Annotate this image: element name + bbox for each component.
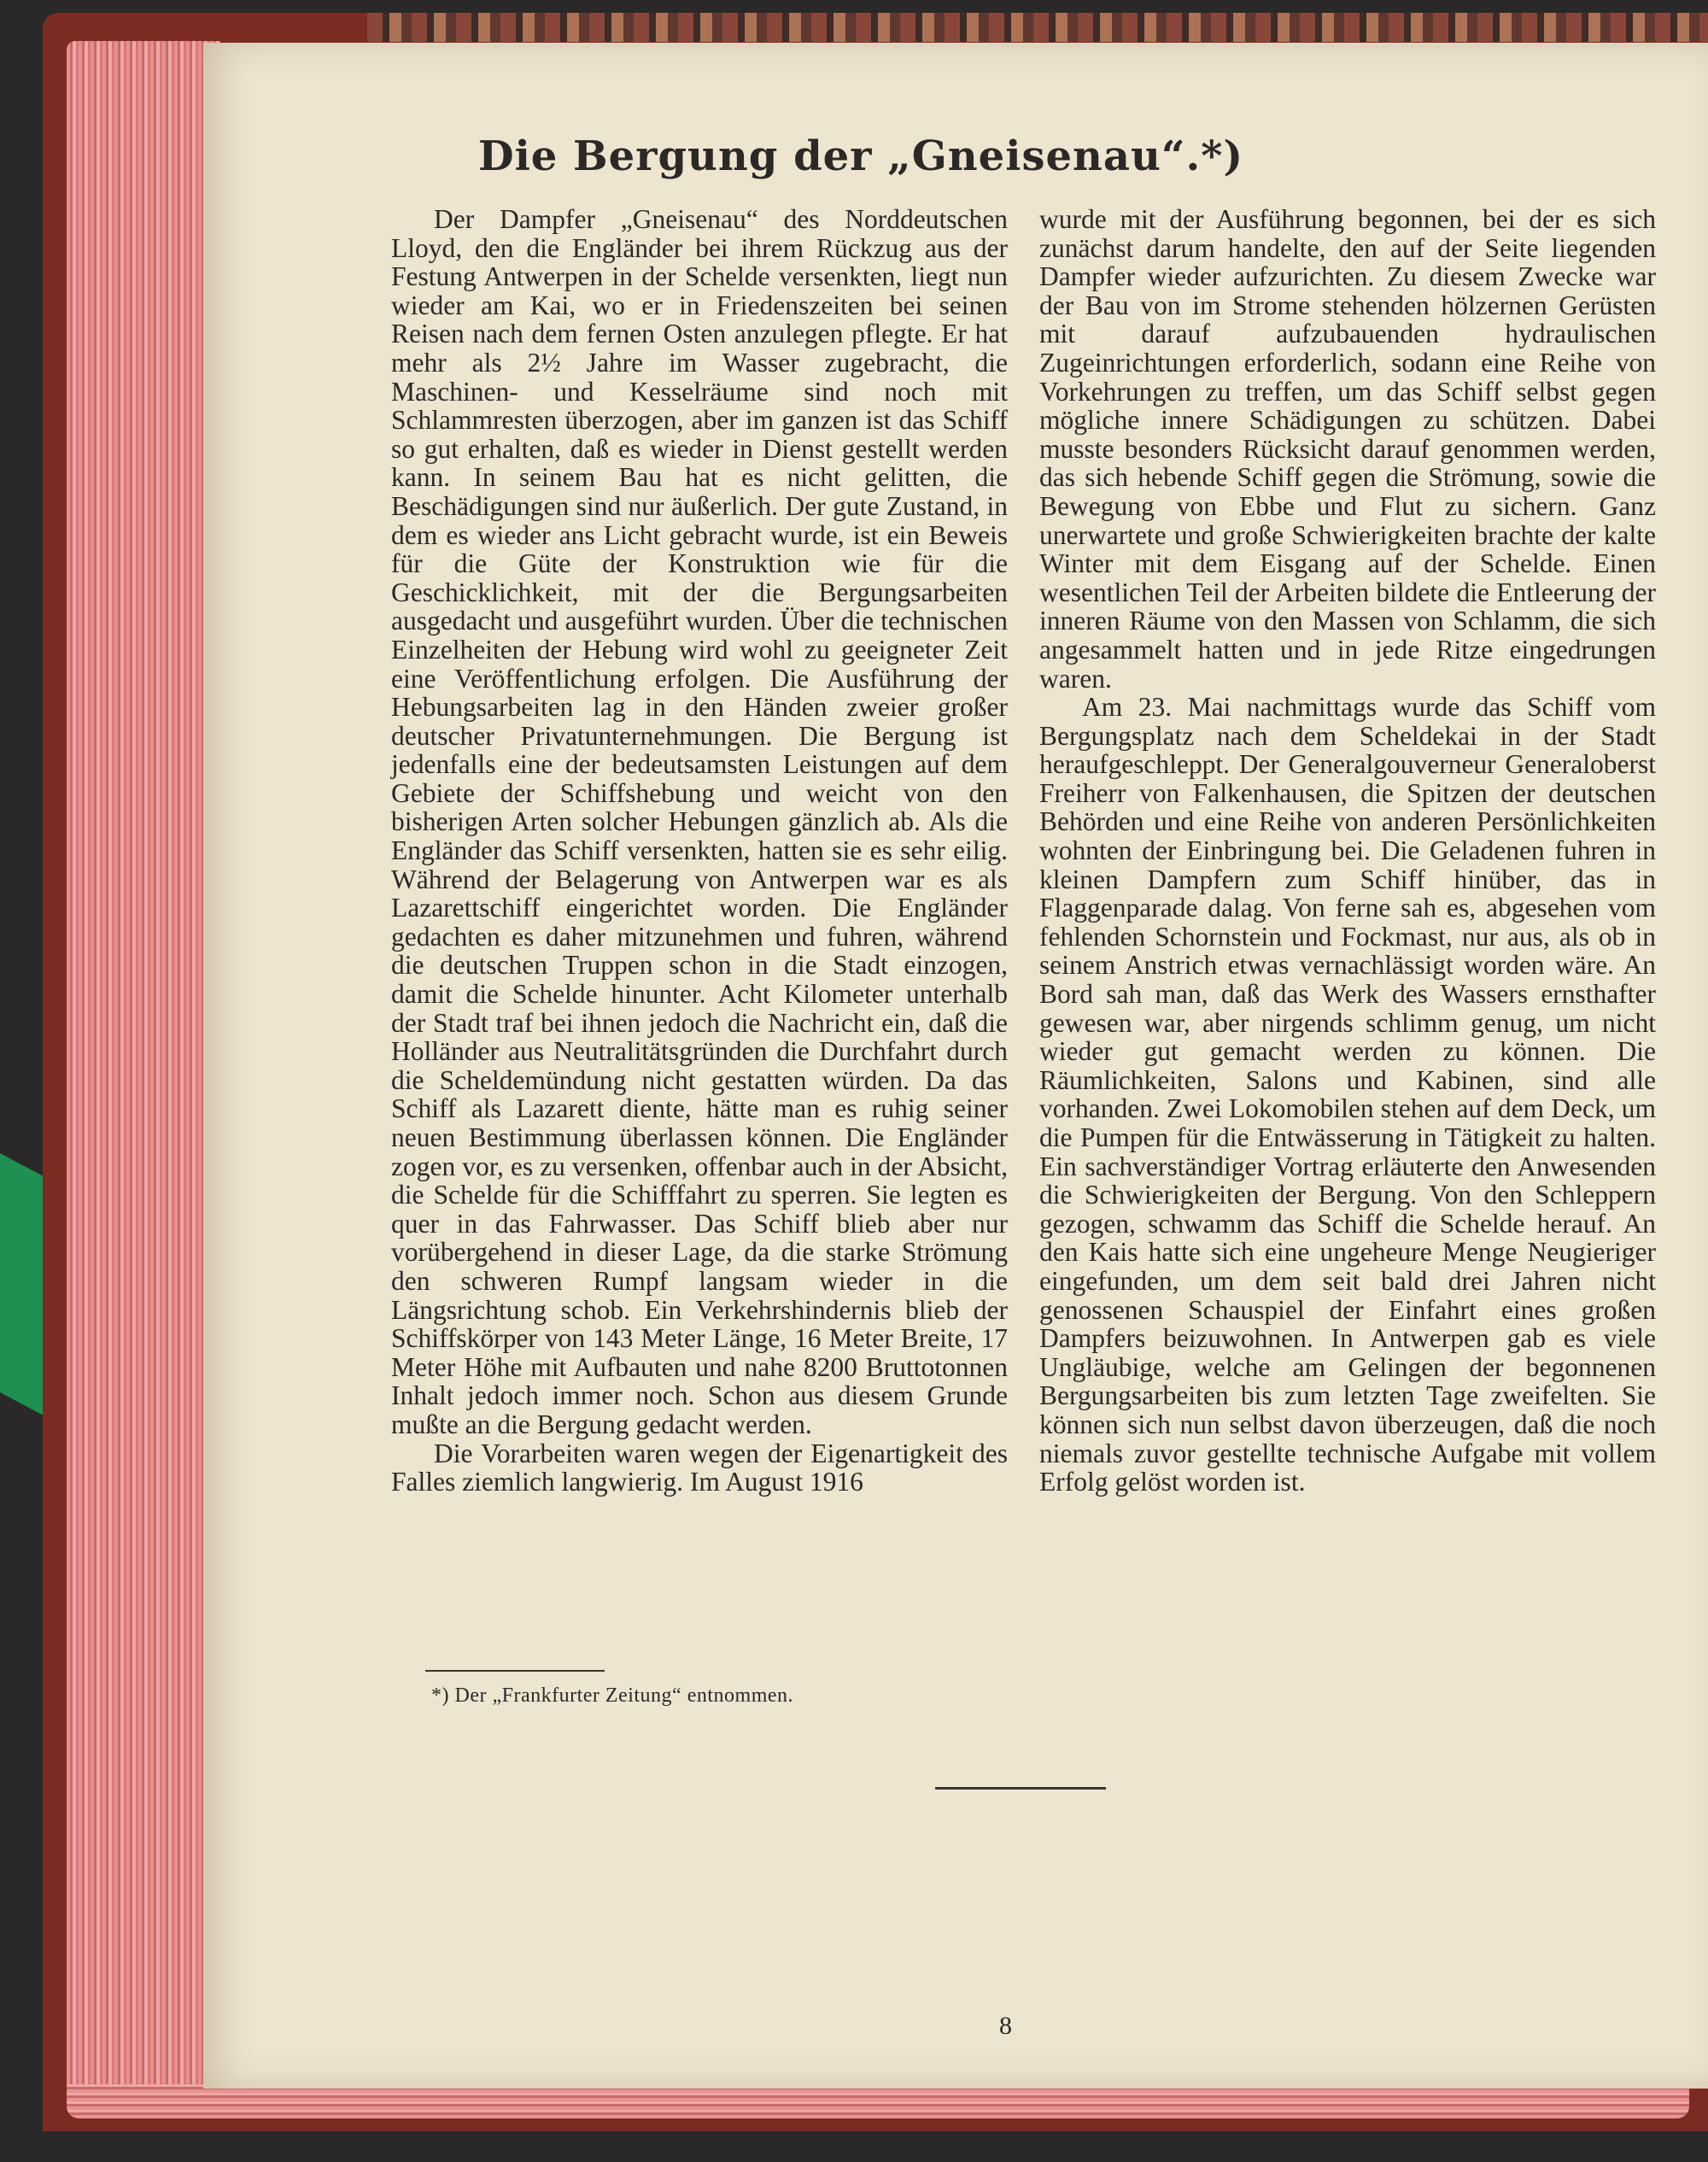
- footnote: *) Der „Frankfurter Zeitung“ entnommen.: [431, 1684, 794, 1707]
- book-cover-top-edge: [367, 13, 1708, 42]
- left-paragraph-1: Der Dampfer „Gneisenau“ des Norddeutschen Lloyd, den die Engländer bei ihrem Rückzug aus der Festung Antwerpen in der Schelde versenkten, liegt nun wieder am Kai, wo er in Friedenszeiten bei seinen Reisen nach dem fernen Osten anzulegen pflegte. Er hat mehr als 2½ Jahre im Wasser zugebracht, die Maschinen- und Kesselräume sind noch mit Schlammresten überzogen, aber im ganzen ist das Schiff so gut erhalten, daß es wieder in Dienst gestellt werden kann. In seinem Bau hat es nicht gelitten, die Beschädigungen sind nur äußerlich. Der gute Zustand, in dem es wieder ans Licht gebracht wurde, ist ein Beweis für die Güte der Konstruktion wie für die Geschicklichkeit, mit der die Bergungsarbeiten ausgedacht und ausgeführt wurden. Über die technischen Einzelheiten der Hebung wird wohl zu geeigneter Zeit eine Veröffentlichung erfolgen. Die Ausführung der Hebungsarbeiten lag in den Händen zweier großer deutscher Privatunternehmungen. Die Bergung ist jedenfalls eine der bedeutsamsten Leistungen auf dem Gebiete der Schiffshebung und weicht von den bisherigen Arten solcher Hebungen gänzlich ab. Als die Engländer das Schiff versenkten, hatten sie es sehr eilig. Während der Belagerung von Antwerpen war es als Lazarettschiff eingerichtet worden. Die Engländer gedachten es daher mitzunehmen und fuhren, während die deutschen Truppen schon in die Stadt einzogen, damit die Schelde hinunter. Acht Kilometer unterhalb der Stadt traf bei ihnen jedoch die Nachricht ein, daß die Holländer aus Neutralitätsgründen die Durchfahrt durch die Scheldemündung nicht gestatten würden. Da das Schiff als Lazarett diente, hätte man es ruhig seiner neuen Bestimmung überlassen können. Die Engländer zogen vor, es zu versenken, offenbar auch in der Absicht, die Schelde für die Schifffahrt zu sperren. Sie legten es quer in das Fahrwasser. Das Schiff blieb aber nur vorübergehend in dieser Lage, da die starke Strömung den schweren Rumpf langsam wieder in die Längsrichtung schob. Ein Verkehrshindernis blieb der Schiffskörper von 143 Meter Länge, 16 Meter Breite, 17 Meter Höhe mit Aufbauten und nahe 8200 Bruttotonnen Inhalt jedoch immer noch. Schon aus diesem Grunde mußte an die Bergung gedacht werden.: [391, 204, 1008, 1439]
- right-column: [1039, 205, 1656, 1497]
- article-title: Die Bergung der „Gneisenau“.*): [477, 132, 1244, 180]
- page-edges-left: [67, 41, 220, 2108]
- left-paragraph-2: Die Vorarbeiten waren wegen der Eigenartigkeit des Falles ziemlich langwierig. Im August 1916: [391, 1438, 1008, 1497]
- left-column: [391, 205, 1008, 1497]
- article-end-rule: [935, 1787, 1106, 1790]
- right-paragraph-1: wurde mit der Ausführung begonnen, bei der es sich zunächst darum handelte, den auf der Seite liegenden Dampfer wieder aufzurichten. Zu diesem Zwecke war der Bau von im Strome stehenden hölzernen Gerüsten mit darauf aufzubauenden hydraulischen Zugeinrichtungen erforderlich, sodann eine Reihe von Vorkehrungen zu treffen, um das Schiff selbst gegen mögliche innere Schädigungen zu schützen. Dabei musste besonders Rücksicht darauf genommen werden, das sich hebende Schiff gegen die Strömung, sowie die Bewegung von Ebbe und Flut zu sichern. Ganz unerwartete und große Schwierigkeiten brachte der kalte Winter mit dem Eisgang auf der Schelde. Einen wesentlichen Teil der Arbeiten bildete die Entleerung der inneren Räume von den Massen von Schlamm, die sich angesammelt hatten und in jede Ritze eingedrungen waren.: [1039, 204, 1656, 694]
- footnote-divider: [425, 1670, 605, 1672]
- right-paragraph-2: Am 23. Mai nachmittags wurde das Schiff vom Bergungsplatz nach dem Scheldekai in der Stadt heraufgeschleppt. Der Generalgouverneur Generaloberst Freiherr von Falkenhausen, die Spitzen der deutschen Behörden und eine Reihe von anderen Persönlichkeiten wohnten der Einbringung bei. Die Geladenen fuhren in kleinen Dampfern zum Schiff hinüber, das in Flaggenparade dalag. Von ferne sah es, abgesehen vom fehlenden Schornstein und Fockmast, nur aus, als ob in seinem Anstrich etwas vernachlässigt worden wäre. An Bord sah man, daß das Werk des Wassers ernsthafter gewesen war, aber nirgends schlimm genug, um nicht wieder gut gemacht werden zu können. Die Räumlichkeiten, Salons und Kabinen, sind alle vorhanden. Zwei Lokomobilen stehen auf dem Deck, um die Pumpen für die Entwässerung in Tätigkeit zu halten. Ein sachverständiger Vortrag erläuterte den Anwesenden die Schwierigkeiten der Bergung. Von den Schleppern gezogen, schwamm das Schiff die Schelde herauf. An den Kais hatte sich eine ungeheure Menge Neugieriger eingefunden, um dem seit bald drei Jahren nicht genossenen Schauspiel der Einfahrt eines großen Dampfers beizuwohnen. In Antwerpen gab es viele Ungläubige, welche am Gelingen der begonnenen Bergungsarbeiten bis zum letzten Tage zweifelten. Sie können sich nun selbst davon überzeugen, daß die noch niemals zuvor gestellte technische Aufgabe mit vollem Erfolg gelöst worden ist.: [1039, 692, 1656, 1497]
- page-number: 8: [999, 2012, 1012, 2040]
- page-edges-bottom: [67, 2084, 1689, 2118]
